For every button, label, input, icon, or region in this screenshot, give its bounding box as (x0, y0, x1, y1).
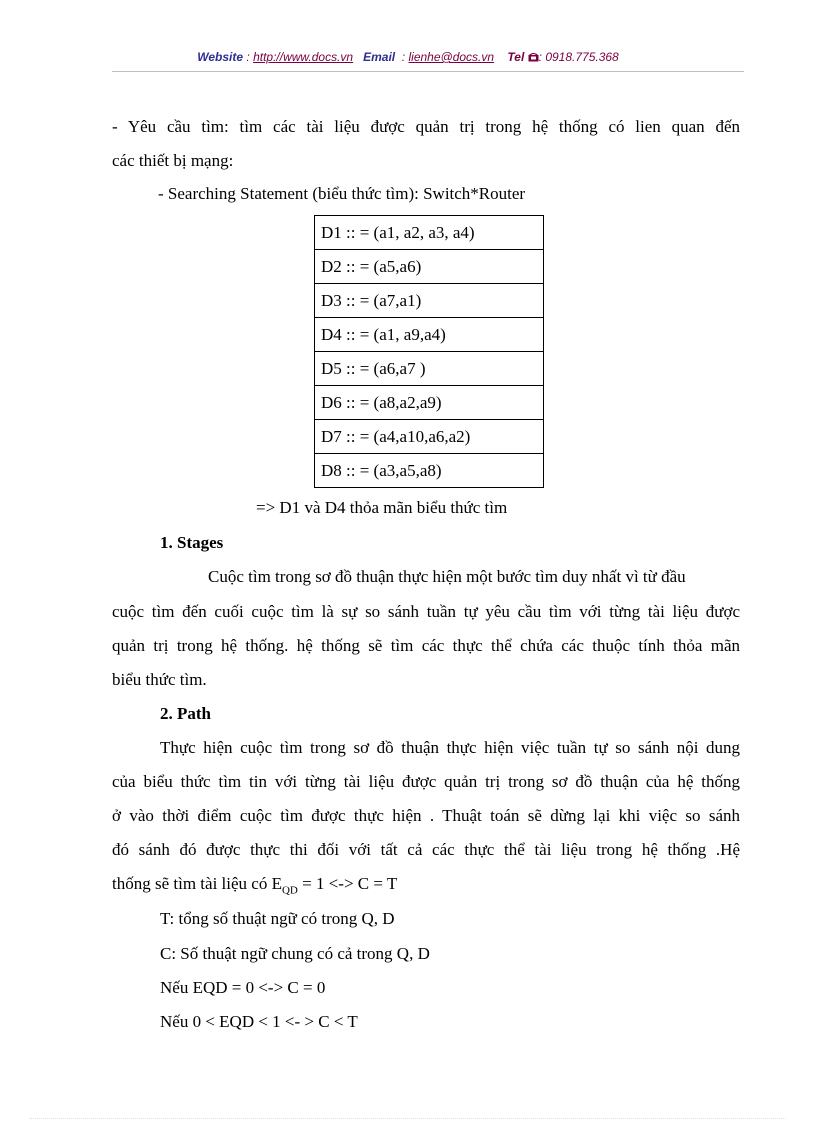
table-row (315, 250, 544, 284)
path-line-2: của biểu thức tìm tin với từng tài liệu được quản trị trong sơ đồ thuận của hệ thống (112, 772, 740, 791)
stages-line-4: biểu thức tìm. (112, 670, 207, 689)
table-cell: D6 :: = (a8,a2,a9) (315, 386, 544, 420)
stages-heading: 1. Stages (160, 533, 224, 552)
table-cell: D8 :: = (a3,a5,a8) (315, 454, 544, 488)
tel-label: Tel (507, 50, 525, 64)
requirement-line-1: - Yêu cầu tìm: tìm các tài liệu được quản trị trong hệ thống có lien quan đến (112, 117, 740, 136)
email-label: Email (363, 50, 396, 64)
searching-statement: - Searching Statement (biểu thức tìm): Switch*Router (158, 184, 526, 203)
condition-2: Nếu 0 < EQD < 1 <- > C < T (160, 1012, 358, 1031)
website-label: Website (197, 50, 244, 64)
path-line-1: Thực hiện cuộc tìm trong sơ đồ thuận thực hiện việc tuần tự so sánh nội dung (160, 738, 740, 757)
eqd-subscript: QD (281, 884, 298, 897)
stages-line-3: quản trị trong hệ thống. hệ thống sẽ tìm các thực thể chứa các thuộc tính thỏa mãn (112, 636, 740, 655)
requirement-line-2: các thiết bị mạng: (112, 151, 234, 170)
website-link[interactable]: http://www.docs.vn (253, 50, 354, 64)
header-divider (112, 71, 744, 72)
page-header: Website : http://www.docs.vn Email : lienhe@docs.vn Tel : 0918.775.368 (197, 50, 619, 64)
table-row (315, 454, 544, 488)
c-definition: C: Số thuật ngữ chung có cả trong Q, D (160, 944, 430, 963)
stages-line-1: Cuộc tìm trong sơ đồ thuận thực hiện một bước tìm duy nhất vì từ đầu (208, 567, 686, 586)
path-heading: 2. Path (160, 704, 211, 723)
path-line-5-text: thống sẽ tìm tài liệu có E (112, 874, 282, 893)
table-row (315, 386, 544, 420)
email-link[interactable]: lienhe@docs.vn (408, 50, 495, 64)
path-line-5-equation: = 1 <-> C = T (297, 874, 398, 893)
table-row (315, 318, 544, 352)
path-line-4: đó sánh đó được thực thi đối với tất cả các thực thể tài liệu trong hệ thống .Hệ (112, 840, 740, 859)
condition-1: Nếu EQD = 0 <-> C = 0 (160, 978, 326, 997)
table-cell: D2 :: = (a5,a6) (315, 250, 544, 284)
document-definitions-table (314, 215, 544, 488)
result-line: => D1 và D4 thỏa mãn biểu thức tìm (256, 498, 508, 517)
table-cell: D3 :: = (a7,a1) (315, 284, 544, 318)
stages-line-2: cuộc tìm đến cuối cuộc tìm là sự so sánh tuần tự yêu cầu tìm với từng tài liệu được (112, 602, 740, 621)
table-row (315, 284, 544, 318)
table-row (315, 352, 544, 386)
tel-number: 0918.775.368 (545, 50, 619, 64)
phone-icon (528, 50, 539, 64)
table-cell: D5 :: = (a6,a7 ) (315, 352, 544, 386)
footer-divider (30, 1118, 786, 1119)
path-line-5 (112, 874, 397, 900)
table-row (315, 420, 544, 454)
path-line-3: ở vào thời điểm cuộc tìm được thực hiện . Thuật toán sẽ dừng lại khi việc so sánh (112, 806, 740, 825)
table-cell: D1 :: = (a1, a2, a3, a4) (315, 216, 544, 250)
table-cell: D4 :: = (a1, a9,a4) (315, 318, 544, 352)
table-cell: D7 :: = (a4,a10,a6,a2) (315, 420, 544, 454)
t-definition: T: tổng số thuật ngữ có trong Q, D (160, 909, 395, 928)
table-row (315, 216, 544, 250)
